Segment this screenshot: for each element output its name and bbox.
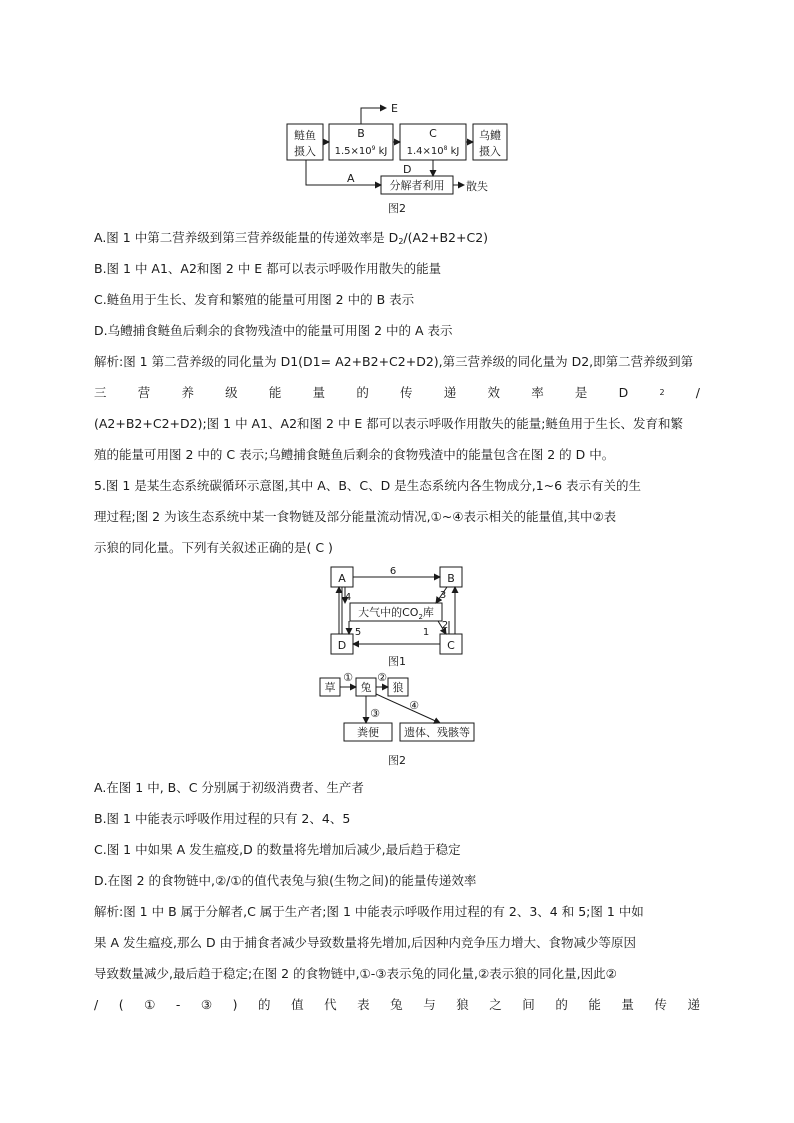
q4-option-b: B.图 1 中 A1、A2和图 2 中 E 都可以表示呼吸作用散失的能量 <box>94 261 442 276</box>
food-chain-figure <box>0 670 794 770</box>
decomposer-label: 分解者利用 <box>389 179 445 192</box>
node-a: A <box>338 572 346 585</box>
label-3: 3 <box>439 590 447 601</box>
b-label: B <box>357 127 365 140</box>
q4-option-d: D.乌鳢捕食鲢鱼后剩余的食物残渣中的能量可用图 2 中的 A 表示 <box>94 323 453 338</box>
q4-analysis-3: (A2+B2+C2+D2);图 1 中 A1、A2和图 2 中 E 都可以表示呼吸作用散失的能量;鲢鱼用于生长、发育和繁 <box>94 416 684 431</box>
node-c: C <box>447 639 455 652</box>
lianyu-line2: 摄入 <box>294 145 316 158</box>
label-d: D <box>403 163 412 176</box>
q4-analysis-4: 殖的能量可用图 2 中的 C 表示;乌鳢捕食鲢鱼后剩余的食物残渣中的能量包含在图 2 的 D 中。 <box>94 447 615 462</box>
q4-option-a: A.图 1 中第二营养级到第三营养级能量的传递效率是 $D_2/(A2+B2+C2)$ <box>94 230 489 246</box>
label-6: 6 <box>389 566 397 577</box>
q5-analysis-4: / ( ① - ③ ) 的 值 代 表 兔 与 狼 之 间 的 能 量 传 递 <box>94 997 700 1012</box>
q4-analysis-1: 解析:图 1 第二营养级的同化量为 D1(D1= A2+B2+C2+D2),第三营养级的同化量为 D2,即第二营养级到第 <box>94 354 694 369</box>
label-4: 4 <box>344 592 352 603</box>
energy-flow-figure <box>0 0 794 225</box>
q5-stem-1: 5.图 1 是某生态系统碳循环示意图,其中 A、B、C、D 是生态系统内各生物成分,1~6 表示有关的生 <box>94 478 642 493</box>
cao-label: 草 <box>324 681 336 694</box>
label-2: 2 <box>441 620 449 631</box>
circle-1: ① <box>343 671 353 684</box>
lang-label: 狼 <box>392 681 404 694</box>
q5-option-b: B.图 1 中能表示呼吸作用过程的只有 2、4、5 <box>94 811 351 826</box>
wuli-line2: 摄入 <box>479 145 501 158</box>
q5-analysis-1: 解析:图 1 中 B 属于分解者,C 属于生产者;图 1 中能表示呼吸作用过程的有 2、3、4 和 5;图 1 中如 <box>94 904 644 919</box>
yiti-label: 遗体、残骸等 <box>404 726 470 739</box>
c-label: C <box>429 127 437 140</box>
fenbian-label: 粪便 <box>357 726 379 739</box>
fig2a-caption: 图2 <box>388 202 406 215</box>
label-e: E <box>391 102 398 115</box>
q5-option-a: A.在图 1 中, B、C 分别属于初级消费者、生产者 <box>94 780 364 795</box>
wuli-line1: 乌鳢 <box>479 129 501 142</box>
b-value: $1.5\times 10^9$ kJ <box>334 145 388 157</box>
circle-2: ② <box>377 671 387 684</box>
node-b: B <box>447 572 455 585</box>
tu-label: 兔 <box>360 681 372 694</box>
q5-stem-3: 示狼的同化量。下列有关叙述正确的是( C ) <box>94 540 333 555</box>
c-value: $1.4\times 10^8$ kJ <box>406 145 460 157</box>
q5-stem-2: 理过程;图 2 为该生态系统中某一食物链及部分能量流动情况,①~④表示相关的能量值,其中②表 <box>94 509 617 524</box>
circle-4: ④ <box>409 699 419 712</box>
fig2-caption: 图2 <box>388 754 406 767</box>
q5-option-c: C.图 1 中如果 A 发生瘟疫,D 的数量将先增加后减少,最后趋于稳定 <box>94 842 461 857</box>
fig1-caption: 图1 <box>388 655 406 668</box>
sanshi-label: 散失 <box>466 180 488 193</box>
label-5: 5 <box>354 627 362 638</box>
label-a: A <box>347 172 355 185</box>
q5-analysis-2: 果 A 发生瘟疫,那么 D 由于捕食者减少导致数量将先增加,后因种内竞争压力增大、食物减少等原因 <box>94 935 637 950</box>
lianyu-line1: 鲢鱼 <box>294 129 316 142</box>
q5-analysis-3: 导致数量减少,最后趋于稳定;在图 2 的食物链中,①-③表示兔的同化量,②表示狼的同化量,因此② <box>94 966 617 981</box>
q4-analysis-2: 三 营 养 级 能 量 的 传 递 效 率 是 D 2 / <box>94 385 700 400</box>
q4-option-c: C.鲢鱼用于生长、发育和繁殖的能量可用图 2 中的 B 表示 <box>94 292 415 307</box>
q5-option-d: D.在图 2 的食物链中,②/①的值代表兔与狼(生物之间)的能量传递效率 <box>94 873 477 888</box>
label-1: 1 <box>422 627 430 638</box>
carbon-cycle-figure <box>0 560 794 670</box>
co2-pool-label: 大气中的$CO_2$库 <box>358 606 434 621</box>
circle-3: ③ <box>370 707 380 720</box>
node-d: D <box>337 639 347 652</box>
